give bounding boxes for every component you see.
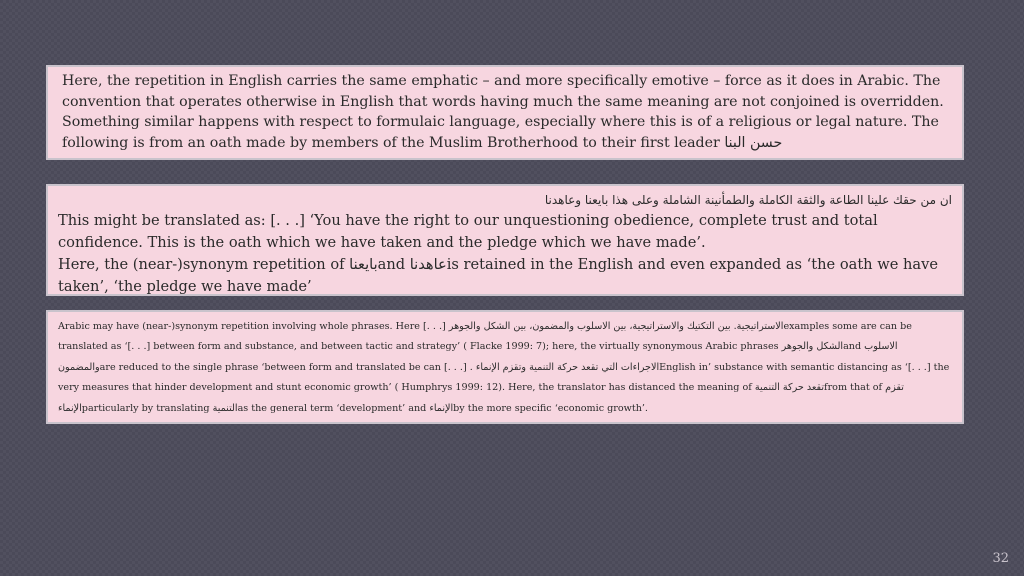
p3-arabic-4: الاجراءات التي تقعد حركة التنمية وتقزم الإنماء [475,361,660,373]
repetition-paragraph [58,254,952,298]
repetition-text-a: Here, the (near-)synonym repetition of [58,256,350,273]
p3-text-5: English in’ substance with semantic distancing as ‘[. . .] the very measures that hinder development and stunt economic growth’ ( Humphrys 1999: 12). Here, the translator has distanced the meaning of [58,361,950,394]
p3-text-6: from that of [824,382,886,394]
p3-arabic-7: التنمية [212,402,238,414]
p3-arabic-6: تقزم الإنماء [58,382,904,414]
arabic-word-1: بايعنا [349,256,378,273]
paragraph-1-text: Here, the repetition in English carries the same emphatic – and more specifically emotive – force as it does in Arabic. The convention that operates otherwise in English that words having much the same meaning are not conjoined is overridden. Something similar happens with respect to formulaic language, especially where this is of a religious or legal nature. The following is from an oath made by members of the Muslim Brotherhood to their first leader [62,73,944,151]
p3-text-8: as the general term ‘development’ and [237,402,430,414]
paragraph-box-2 [46,184,964,296]
p3-arabic-2: الشكل والجوهر [781,341,844,353]
p3-arabic-8: الإنماء [429,402,454,414]
paragraph-box-3 [46,310,964,424]
p3-text-4: are reduced to the single phrase ‘between form and translated be can [. . .] . [99,361,476,373]
p3-text-1: Arabic may have (near-)synonym repetition involving whole phrases. Here [. . .] [58,321,449,332]
arabic-oath: ان من حقك علينا الطاعة والثقة الكاملة والطمأنينة الشاملة وعلى هذا بايعنا وعاهدنا [544,193,952,207]
paragraph-1 [62,71,948,153]
translation-paragraph: This might be translated as: [. . .] ‘You have the right to our unquestioning obedience, complete trust and total confidence. This is the oath which we have taken and the pledge which we have made’. [58,212,878,251]
p3-arabic-3: الاسلوب والمضمون [58,341,898,373]
arabic-word-2: عاهدنا [409,256,447,273]
p3-arabic-1: الاستراتيجية. بين التكتيك والاستراتيجية، بين الاسلوب والمضمون، بين الشكل والجوهر [448,321,784,332]
p3-arabic-5: تقعد حركة التنمية [754,382,825,394]
paragraph-box-1 [46,65,964,160]
p3-text-3: and [843,341,865,353]
p3-text-2: examples some are can be translated as ‘[. . .] between form and substance, and between tactic and strategy’ ( Flacke 1999: 7); here, the virtually synonymous Arabic phrases [58,321,912,353]
repetition-text-b: and [377,256,410,273]
p3-text-7: particularly by translating [81,402,213,414]
paragraph-3 [58,317,952,419]
arabic-name: حسن البنا [724,134,783,151]
repetition-text-c: is retained in the English and even expanded as ‘the oath we have taken’, ‘the pledge we have made’ [58,256,938,295]
page-number: 32 [992,551,1009,566]
p3-text-9: by the more specific ‘economic growth’. [453,402,648,414]
